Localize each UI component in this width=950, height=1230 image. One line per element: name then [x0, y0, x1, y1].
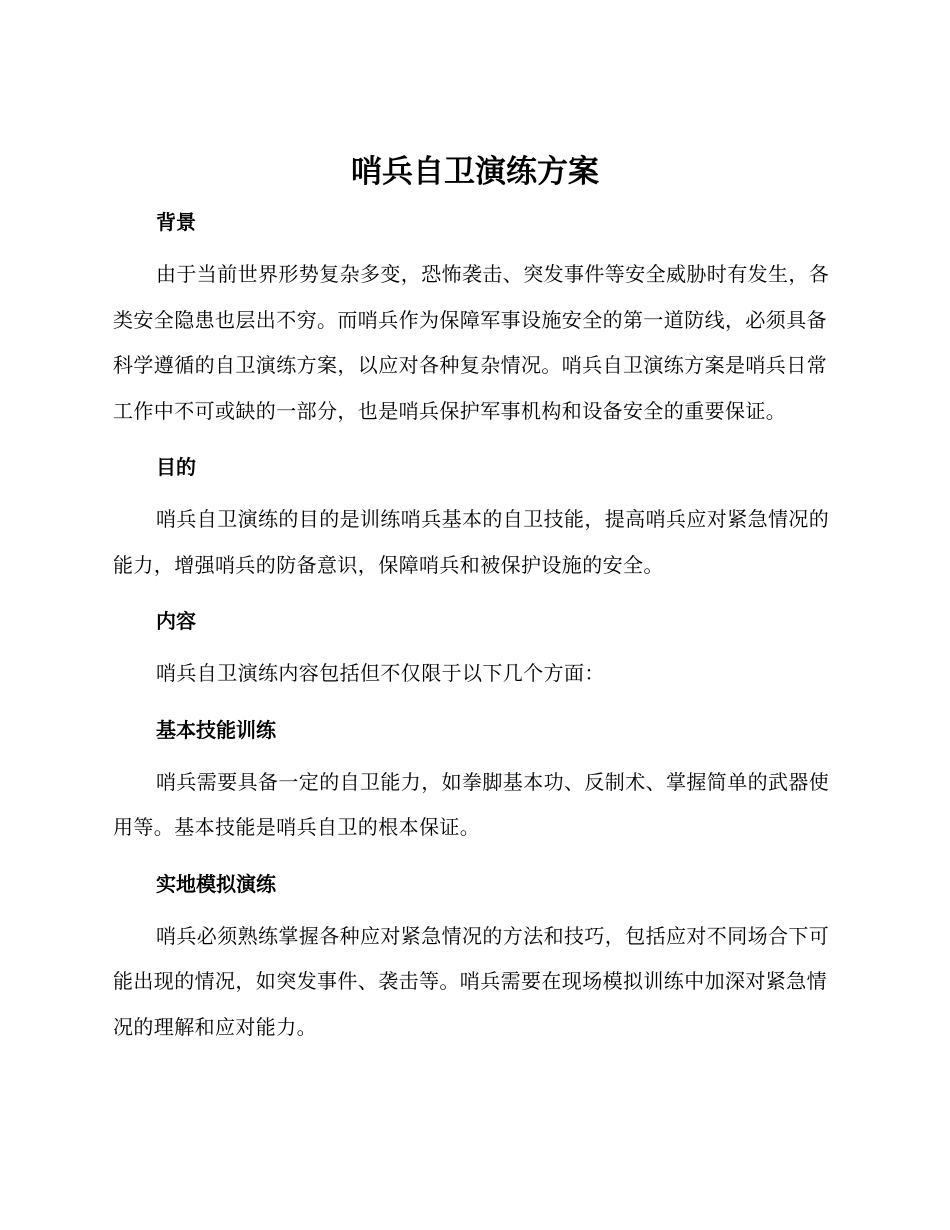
section-purpose [113, 445, 833, 588]
section-field-drill [113, 862, 833, 1051]
section-paragraph: 哨兵自卫演练的目的是训练哨兵基本的自卫技能，提高哨兵应对紧急情况的能力，增强哨兵的防备意识，保障哨兵和被保护设施的安全。 [113, 507, 830, 577]
section-heading: 内容 [156, 609, 196, 633]
section-background [113, 200, 833, 434]
section-heading: 实地模拟演练 [156, 871, 276, 896]
section-heading: 背景 [156, 210, 196, 234]
section-content [113, 599, 833, 697]
section-paragraph: 哨兵必须熟练掌握各种应对紧急情况的方法和技巧，包括应对不同场合下可能出现的情况，如突发事件、袭击等。哨兵需要在现场模拟训练中加深对紧急情况的理解和应对能力。 [113, 923, 830, 1039]
section-basic-skills [113, 708, 833, 851]
section-paragraph: 由于当前世界形势复杂多变，恐怖袭击、突发事件等安全威胁时有发生，各类安全隐患也层出不穷。而哨兵作为保障军事设施安全的第一道防线，必须具备科学遵循的自卫演练方案，以应对各种复杂情况。哨兵自卫演练方案是哨兵日常工作中不可或缺的一部分，也是哨兵保护军事机构和设备安全的重要保证。 [113, 262, 830, 423]
section-heading: 目的 [156, 455, 196, 479]
section-paragraph: 哨兵自卫演练内容包括但不仅限于以下几个方面： [156, 661, 605, 685]
document-title: 哨兵自卫演练方案 [351, 154, 599, 190]
section-paragraph: 哨兵需要具备一定的自卫能力，如拳脚基本功、反制术、掌握简单的武器使用等。基本技能是哨兵自卫的根本保证。 [113, 769, 830, 839]
document-body [113, 200, 833, 1050]
section-heading: 基本技能训练 [156, 717, 276, 742]
